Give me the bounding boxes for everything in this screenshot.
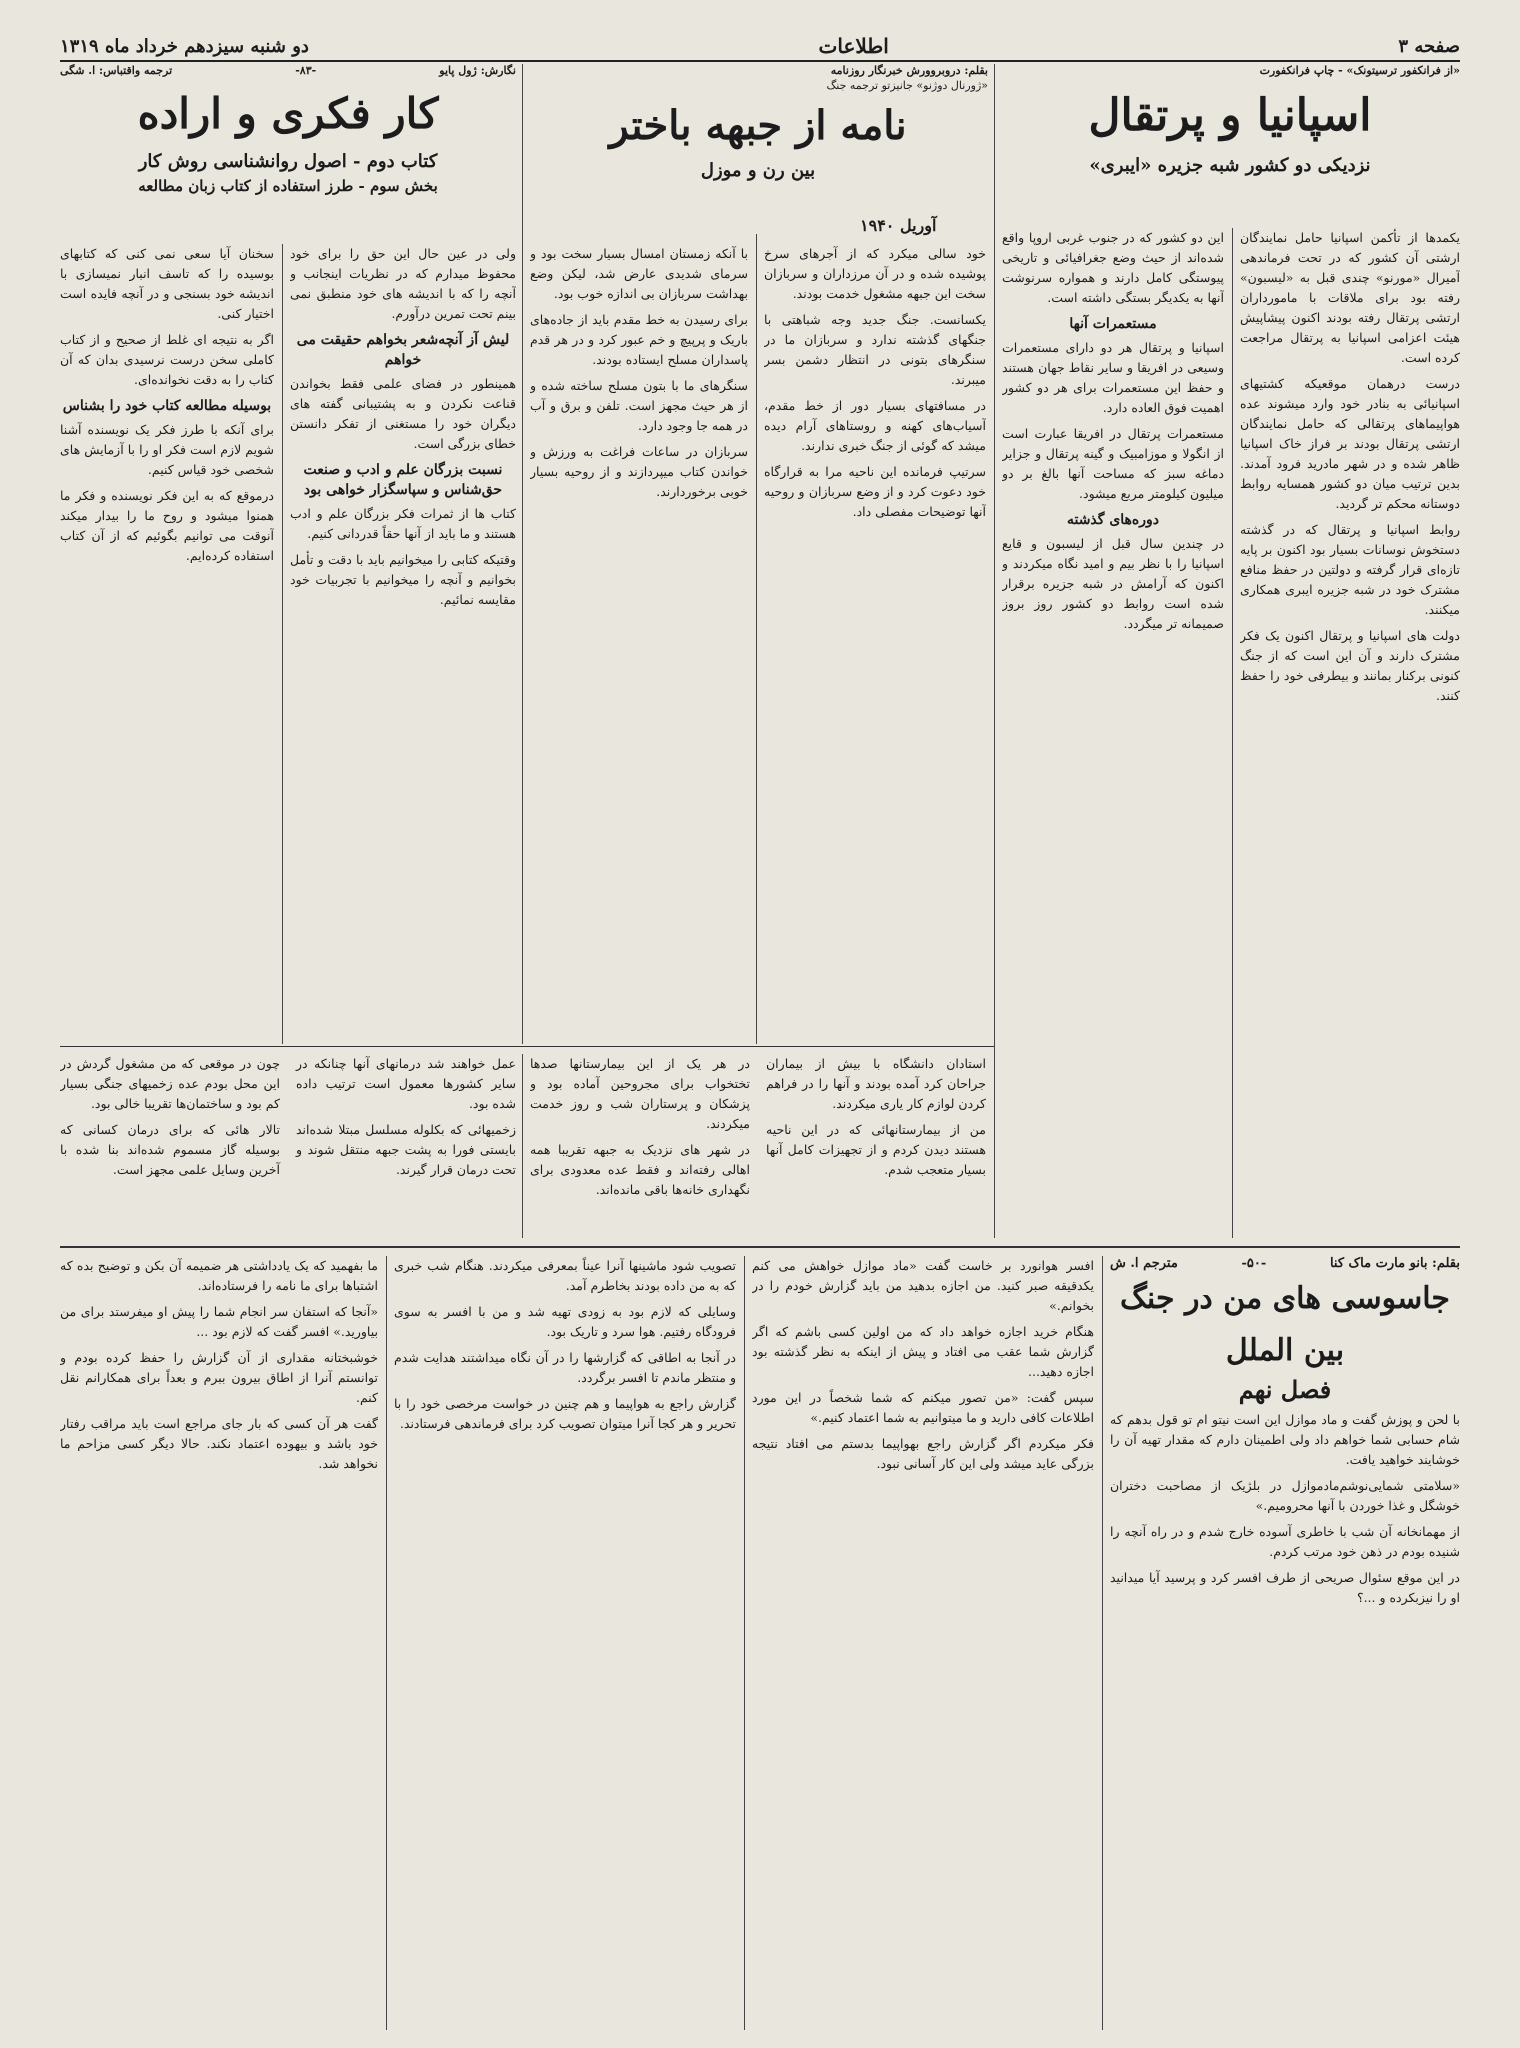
spies-column-2 xyxy=(752,1256,1094,2030)
west-byline: بقلم: دروبروورش خبرنگار روزنامه xyxy=(830,64,988,77)
west-subtitle: بین رن و موزل xyxy=(700,160,816,181)
column-divider xyxy=(282,244,283,1044)
masthead-rule xyxy=(60,60,1460,62)
paragraph: با آنکه زمستان امسال بسیار سخت بود و سرمای شدیدی عارض شد، لیکن وضع بهداشت سربازان بی اندازه خوب بود. xyxy=(530,246,748,301)
west-continuation xyxy=(530,1054,986,1242)
paragraph: سربازان در ساعات فراغت به ورزش و خواندن کتاب میپردازند و از روحیه بسیار خوبی برخوردارند. xyxy=(530,444,748,499)
paragraph: از مهمانخانه آن شب با خاطری آسوده خارج شدم و در راه آنچه را شنیده بودم در ذهن خود مرتب کردم. xyxy=(1110,1524,1460,1559)
paragraph: گزارش راجع به هواپیما و هم چنین در خواست مرخصی خود را با تحریر و هر کجا آنرا میتوان تصویب کرد برای فرماندهی فرستادند. xyxy=(394,1396,736,1431)
thought-title: کار فکری و اراده xyxy=(137,89,439,138)
paragraph: درست درهمان موقعیکه کشتیهای اسپانیائی به بنادر خود وارد میشوند عده هواپیماهای پرتقالی که حامل نمایندگان ارتشی پرتقال بودند بر فراز خاک اسپانیا ظاهر شده و در شهر مادرید فرود آمدند. بدین ترتیب میان دو کشور همسایه روابط دوستانه محکم تر گردید. xyxy=(1240,376,1460,511)
paragraph: اسپانیا و پرتقال هر دو دارای مستعمرات وسیعی در افریقا و سایر نقاط جهان هستند و حفظ این مستعمرات برای هر دو کشور اهمیت فوق العاده دارد. xyxy=(1002,340,1224,415)
spain-column-2 xyxy=(1002,228,1224,1248)
paragraph: در آنجا به اطاقی که گزارشها را در آن نگاه میداشتند هدایت شدم و منتظر ماندم تا افسر برگردد. xyxy=(394,1350,736,1385)
spain-section-colonies: مستعمرات آنها xyxy=(1069,316,1157,332)
paragraph: وقتیکه کتابی را میخوانیم باید با دقت و تأمل بخوانیم و آنچه را میخوانیم با تجربیات خود مقایسه نمائیم. xyxy=(290,552,516,607)
spies-issue-mark: -۵۰- xyxy=(1241,1256,1267,1271)
spies-byline: بقلم: بانو مارت ماک کنا xyxy=(1329,1256,1460,1271)
west-column-2 xyxy=(530,244,748,1054)
spain-credit: «از فرانکفور ترسیتونک» - چاپ فرانکفورت xyxy=(1259,64,1460,77)
paragraph: زخمیهائی که بکلوله مسلسل مبتلا شده‌اند بایستی فورا به پشت جبهه منتقل شوند و تحت درمان قرار گیرند. xyxy=(296,1122,516,1177)
paragraph: برای آنکه با طرز فکر یک نویسنده آشنا شویم لازم است فکر او را با آزمایش های شخصی خود قیاس کنیم. xyxy=(60,422,274,477)
paragraph: در شهر های نزدیک به جبهه تقریبا همه اهالی رفته‌اند و فقط عده معدودی برای نگهداری خانه‌ها باقی مانده‌اند. xyxy=(530,1142,750,1197)
paragraph: برای رسیدن به خط مقدم باید از جاده‌های باریک و پرپیچ و خم عبور کرد و در هر قدم پاسداران مسلح ایستاده بودند. xyxy=(530,312,748,367)
spies-translator: مترجم ا. ش xyxy=(1110,1256,1178,1271)
paragraph: ما بفهمید که یک یادداشتی هر ضمیمه آن بکن و توضیح بده که اشتباها برای ما نامه را فرستاده‌اند. xyxy=(60,1258,378,1293)
paragraph: در چندین سال قبل از لیسبون و قایع اسپانیا را با نظر بیم و امید نگاه میکردند و اکنون که آرامش در شبه جزیره برقرار شده است روابط دو کشور روز بروز صمیمانه تر میگردد. xyxy=(1002,536,1224,631)
paragraph: در این موقع سئوال صریحی از طرف افسر کرد و پرسید آیا میدانید او را نیزبکرده و ...؟ xyxy=(1110,1570,1460,1605)
issue-date: دو شنبه سیزدهم خرداد ماه ۱۳۱۹ xyxy=(60,35,309,57)
thought-heading-4: بوسیله مطالعه کتاب خود را بشناس xyxy=(62,398,272,414)
spain-column-1 xyxy=(1240,228,1460,1248)
paragraph: وسایلی که لازم بود به زودی تهیه شد و من با افسر به سوی فرودگاه رفتیم. هوا سرد و تاریک بود. xyxy=(394,1304,736,1339)
paragraph: هنگام خرید اجازه خواهد داد که من اولین کسی باشم که اگر گزارش شما عقب می افتاد و پیش از اینکه به نظر گذشته بود اجازه دهید... xyxy=(752,1324,1094,1379)
paragraph: خود سالی میکرد که از آجرهای سرخ پوشیده شده و در آن مرزداران و سربازان سخت این جبهه مشغول خدمت بودند. xyxy=(764,246,986,301)
thought-heading-3: نسبت بزرگان علم و ادب و صنعت حق‌شناس و سپاسگزار خواهی بود xyxy=(303,462,503,498)
thought-heading-2: لیش آز آنچه‌شعر بخواهم حقیقت می خواهم xyxy=(296,332,510,368)
paragraph: مستعمرات پرتقال در افریقا عبارت است از انگولا و موزامبیک و گینه پرتقال و جزایر دماغه سبز که مساحت آنها بالغ بر دو میلیون کیلومتر مربع میشود. xyxy=(1002,426,1224,501)
paragraph: اگر به نتیجه ای غلط از صحیح و از کتاب کاملی سخن درست نرسیدی بدان که آن کتاب را به دقت نخوانده‌ای. xyxy=(60,332,274,387)
west-column-1 xyxy=(764,244,986,1054)
west-subline: «ژورنال دوژنو» جانیزتو ترجمه جنگ xyxy=(826,79,988,92)
thought-subtitle: کتاب دوم - اصول روانشناسی روش کار xyxy=(138,151,438,172)
paragraph: استادان دانشگاه با بیش از بیماران جراحان کرد آمده بودند و آنها را در فراهم کردن لوازم کار یاری میکردند. xyxy=(766,1056,986,1111)
spain-title: اسپانیا و پرتقال xyxy=(1088,90,1372,141)
thought-issue-mark: -۸۳- xyxy=(295,64,317,77)
paragraph: سخنان آیا سعی نمی کنی که کتابهای بوسیده را که تاسف انبار نمیسازی با اندیشه خود بسنجی و در آنچه فایده است اختیار کنی. xyxy=(60,246,274,321)
paragraph: سنگرهای ما با بتون مسلح ساخته شده و از هر حیث مجهز است. تلفن و برق و آب در همه جا وجود دارد. xyxy=(530,378,748,433)
spies-column-4 xyxy=(60,1256,378,2030)
paragraph: افسر هوانورد بر خاست گفت «ماد موازل خواهش می کنم یکدقیقه صبر کنید. من اجازه بدهید من باید گزارش خودم را در بخوانم.» xyxy=(752,1258,1094,1313)
column-divider xyxy=(386,1256,387,2030)
bottom-section-rule xyxy=(60,1246,1460,1248)
paragraph: عمل خواهند شد درمانهای آنها چنانکه در سایر کشورها معمول است ترتیب داده شده بود. xyxy=(296,1056,516,1111)
thought-credit-right: نگارش: ژول پایو xyxy=(439,64,516,77)
paragraph: در مسافتهای بسیار دور از خط مقدم، آسیاب‌های کهنه و روستاهای آرام دیده میشد که گوئی از جنگ خبری ندارند. xyxy=(764,398,986,453)
article-divider xyxy=(994,64,995,1238)
paragraph: یکسانست. جنگ جدید وجه شباهتی با جنگهای گذشته ندارد و سربازان ما در سنگرهای بتونی در انتظار دشمن بسر میبرند. xyxy=(764,312,986,387)
masthead xyxy=(60,30,1460,62)
spies-article-header xyxy=(1110,1256,1460,1406)
thought-credit-left: ترجمه واقتباس: ا. شگی xyxy=(60,64,173,77)
paragraph: «سلامتی شمایی‌نوشم‌ماد‌موازل در بلژیک از مصاحبت دختران خوشگل و غذا خوردن با آنها محرومیم.» xyxy=(1110,1478,1460,1513)
paragraph: تالار هائی که برای درمان کسانی که بوسیله گاز مسموم شده‌اند بنا شده با آخرین وسایل علمی مجهز است. xyxy=(60,1122,280,1177)
paragraph: ولی در عین حال این حق را برای خود محفوظ میدارم که در نظریات اینجانب و آنچه را که با اندیشه های خود منطبق نمی بینم تحت تمرین درآورم. xyxy=(290,246,516,321)
column-divider xyxy=(1102,1256,1103,2030)
paragraph: چون در موقعی که من مشغول گردش در این محل بودم عده زخمیهای جنگی بسیار کم بود و ساختمان‌ها تقریبا خالی بود. xyxy=(60,1056,280,1111)
west-title: نامه از جبهه باختر xyxy=(609,102,907,149)
west-date: آوریل ۱۹۴۰ xyxy=(860,216,937,235)
spies-chapter: فصل نهم xyxy=(1238,1375,1332,1404)
column-divider xyxy=(756,234,757,1044)
paragraph: با لحن و پوزش گفت و ماد موازل این است نیتو ام تو قول بدهم که شام حسابی شما خواهم داد ولی اطمینان دارم که مقدار تهیه آن را خوشایند خواهید یافت. xyxy=(1110,1412,1460,1467)
spain-subtitle: نزدیکی دو کشور شبه جزیره «ایبری» xyxy=(1089,155,1371,176)
thought-column-2 xyxy=(60,244,274,1044)
column-divider xyxy=(744,1256,745,2030)
paragraph: روابط اسپانیا و پرتقال که در گذشته دستخوش نوسانات بسیار بود اکنون بر پایه تازه‌ای قرار گرفته و دولتین در حفظ منافع مشترک خود در شبه جزیره ایبری همکاری میکنند. xyxy=(1240,522,1460,617)
paragraph: تصویب شود ماشینها آنرا عیناً بمعرفی میکردند. هنگام شب خبری که به من داده بودند بخاطرم آمد. xyxy=(394,1258,736,1293)
article-divider xyxy=(522,64,523,1044)
page-number: صفحه ۳ xyxy=(1398,35,1460,57)
paragraph: سپس گفت: «من تصور میکنم که شما شخصاً در این مورد اطلاعات کافی دارید و ما میتوانیم به شما اعتماد کنیم.» xyxy=(752,1390,1094,1425)
paragraph: دولت های اسپانیا و پرتقال اکنون یک فکر مشترک دارند و آن این است که از جنگ کنونی برکنار بمانند و بیطرفی خود را حفظ کنند. xyxy=(1240,628,1460,703)
column-divider xyxy=(1232,228,1233,1238)
paragraph: خوشبختانه مقداری از آن گزارش را حفظ کرده بودم و توانستم آنرا از اطاق بیرون ببرم و بعداً برای همکارانم نقل کنم. xyxy=(60,1350,378,1405)
spies-title: جاسوسی های من در جنگ بین الملل xyxy=(1120,1281,1450,1368)
thought-column-1 xyxy=(290,244,516,1044)
paragraph: درموقع که به این فکر نویسنده و فکر ما همنوا میشود و روح ما را بیدار میکند آنوقت می توانیم بگوئیم که از آن کتاب استفاده کرده‌ایم. xyxy=(60,488,274,563)
spies-column-1 xyxy=(1110,1410,1460,2030)
column-divider xyxy=(522,1054,523,1238)
thought-article-header xyxy=(60,64,516,239)
section-rule xyxy=(60,1046,994,1047)
spies-column-3 xyxy=(394,1256,736,2030)
paragraph: من از بیمارستانهائی که در این ناحیه هستند دیدن کردم و از تجهیزات کامل آنها بسیار متعجب شدم. xyxy=(766,1122,986,1177)
spain-article-header xyxy=(1000,64,1460,224)
paragraph: سرتیپ فرمانده این ناحیه مرا به قرارگاه خود دعوت کرد و از وضع سربازان و روحیه آنها توضیحات مفصلی داد. xyxy=(764,464,986,519)
newspaper-name: اطلاعات xyxy=(818,34,889,58)
spain-section-periods: دوره‌های گذشته xyxy=(1066,512,1160,528)
hospital-continuation xyxy=(60,1054,516,1242)
paragraph: در هر یک از این بیمارستانها صدها تختخواب برای مجروحین آماده بود و پزشکان و پرستاران شب و روز خدمت میکردند. xyxy=(530,1056,750,1131)
thought-section: بخش سوم - طرز استفاده از کتاب زبان مطالعه xyxy=(138,177,438,195)
paragraph: این دو کشور که در جنوب غربی اروپا واقع شده‌اند از حیث وضع جغرافیائی و تاریخی پیوستگی کامل دارند و همواره سرنوشت آنها به یکدیگر بستگی داشته است. xyxy=(1002,230,1224,305)
paragraph: یکمدها از تأکمن اسپانیا حامل نمایندگان ارشتی آن کشور که در تحت فرماندهی آمیرال «مورنو» چندی قبل به «لیسبون» رفته بود برای ملاقات با مامورداران ارتشی پرتقال رفته بودند اکنون پیشاپیش هیئت اعزامی اسپانیا به پرتقال مراجعت کرده است. xyxy=(1240,230,1460,365)
paragraph: کتاب ها از ثمرات فکر بزرگان علم و ادب هستند و ما باید از آنها حقاً قدردانی کنیم. xyxy=(290,506,516,541)
paragraph: فکر میکردم اگر گزارش راجع بهواپیما بدستم می افتاد نتیجه بزرگی عاید میشد ولی این کار آسانی نبود. xyxy=(752,1436,1094,1471)
paragraph: گفت هر آن کسی که بار جای مراجع است باید مراقب رفتار خود باشد و بیهوده اعتماد نکند. حالا دیگر کسی مزاحم ما نخواهد شد. xyxy=(60,1416,378,1471)
west-article-header xyxy=(528,64,988,234)
paragraph: «آنجا که استفان سر انجام شما را پیش او میفرستد برای من بیاورید.» افسر گفت که لازم بود ... xyxy=(60,1304,378,1339)
paragraph: همینطور در فضای علمی فقط بخواندن قناعت نکردن و به پشتیبانی گفته های دیگران خود را مستغنی از تفکر دانستن خطای بزرگی است. xyxy=(290,376,516,451)
